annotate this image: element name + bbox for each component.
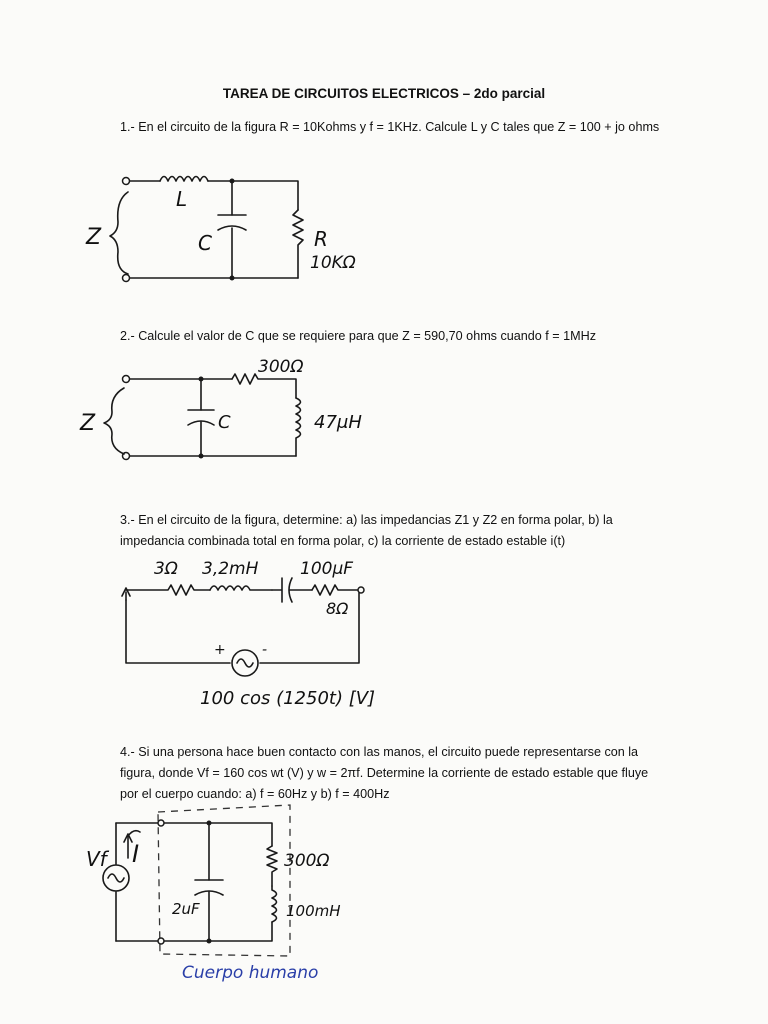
label-i-4: I (132, 840, 140, 868)
label-body-4: Cuerpo humano (182, 963, 319, 983)
question-4-text: 4.- Si una persona hace buen contacto con las manos, el circuito puede representarse con la figura, donde Vf = 160 cos wt (V) y w = 2πf. Determine la corriente de estado estable que fluye por el cuerpo cuando: a) f = 60Hz y b) f = 400Hz (120, 745, 649, 801)
label-r-1: R (314, 227, 328, 251)
label-c-3: 100μF (300, 559, 354, 579)
label-vf-4: Vf (86, 847, 107, 871)
page-title: TAREA DE CIRCUITOS ELECTRICOS – 2do parcial (222, 86, 546, 101)
label-r-2: 300Ω (258, 357, 304, 377)
inductor-100mh (272, 886, 277, 922)
label-r2-3: 8Ω (326, 599, 349, 618)
label-r-4: 300Ω (284, 851, 330, 871)
label-z-2: Z (80, 411, 96, 436)
hand-terminal-bottom (158, 938, 164, 944)
question-1-text: 1.- En el circuito de la figura R = 10Kohms y f = 1KHz. Calcule L y C tales que Z = 100 + jo ohms (120, 120, 660, 134)
label-c-4: 2uF (172, 900, 200, 918)
label-r1-3: 3Ω (154, 559, 178, 579)
vf-source-wave (108, 874, 124, 882)
label-l-3: 3,2mH (202, 559, 259, 579)
question-3-text: 3.- En el circuito de la figura, determine: a) las impedancias Z1 y Z2 en forma polar, b) la impedancia combinada total en forma polar, c) la corriente de estado estable i(t) (120, 513, 613, 548)
label-l-4: 100mH (286, 902, 341, 920)
body-dashed-box (158, 805, 290, 956)
hand-terminal-top (158, 820, 164, 826)
label-source-3: 100 cos (1250t) [V] (200, 688, 376, 709)
label-c-1: C (198, 231, 212, 255)
label-c-2: C (218, 412, 231, 433)
resistor-300 (267, 846, 277, 886)
label-l-2: 47μH (314, 412, 362, 433)
label-l-1: L (176, 187, 188, 211)
label-z-1: Z (86, 225, 102, 250)
label-r-value-1: 10KΩ (310, 253, 356, 273)
question-2-text: 2.- Calcule el valor de C que se requiere para que Z = 590,70 ohms cuando f = 1MHz (120, 329, 597, 343)
label-minus: - (262, 642, 268, 658)
label-plus: + (214, 642, 226, 658)
